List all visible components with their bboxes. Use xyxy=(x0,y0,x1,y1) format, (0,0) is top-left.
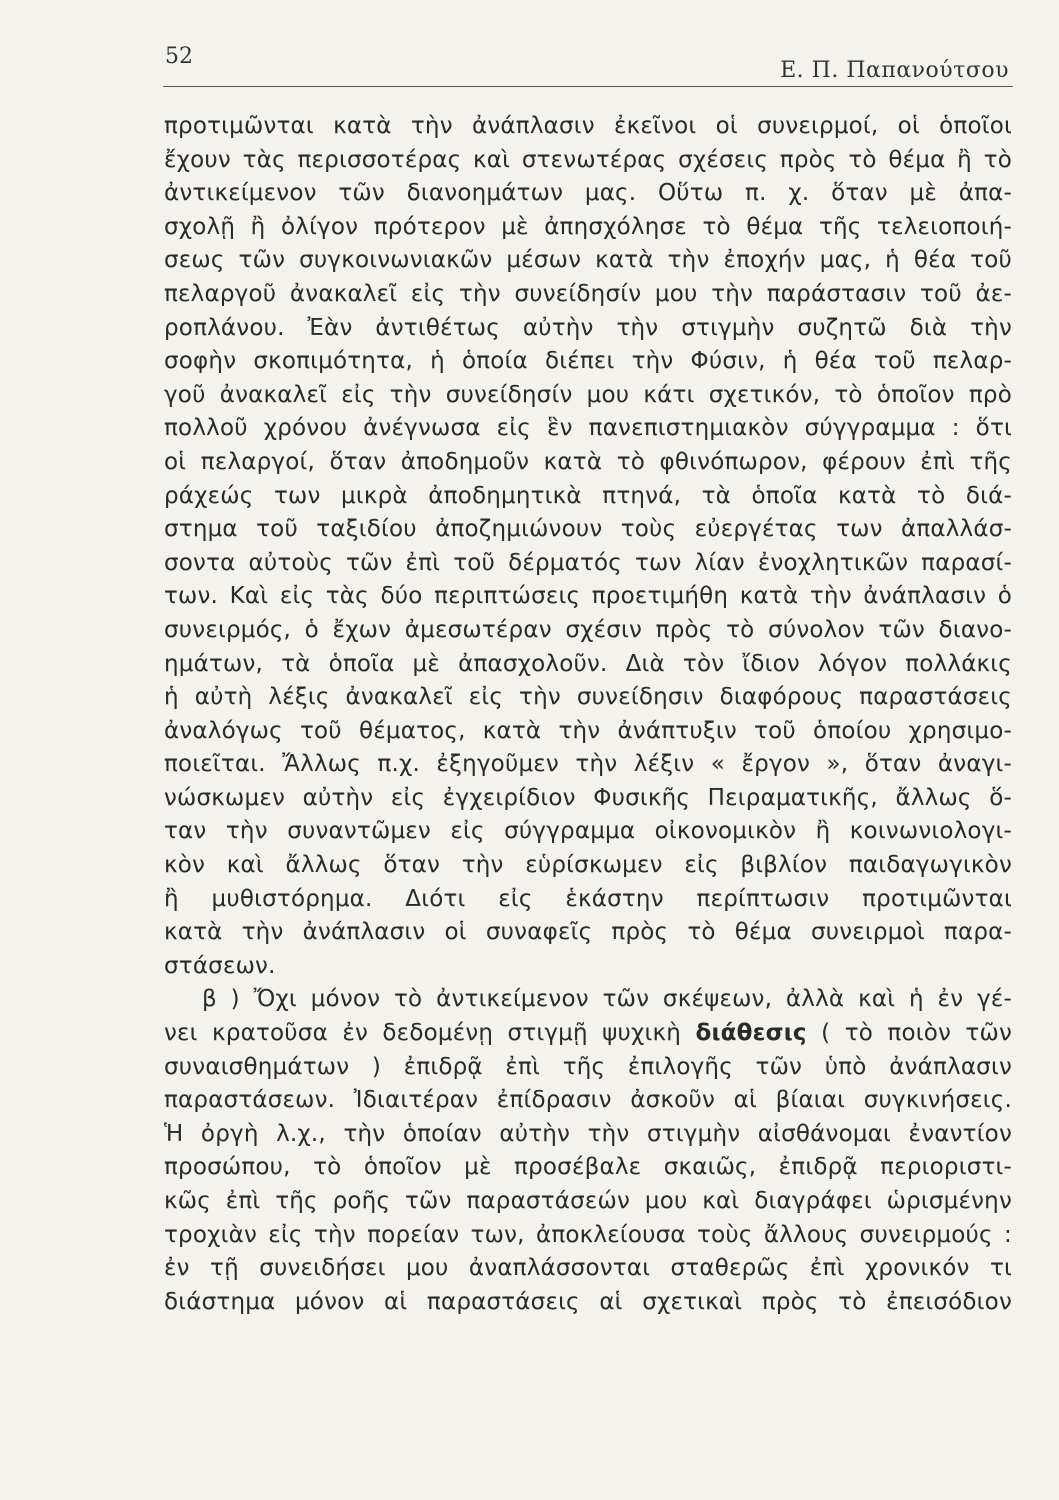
text-line: στημα τοῦ ταξιδίου ἀποζημιώνουν τοὺς εὐεργέτας των ἀπαλλάσ- xyxy=(164,516,1012,543)
text-line: κατὰ τὴν ἀνάπλασιν οἱ συναφεῖς πρὸς τὸ θέμα συνειρμοὶ παρα- xyxy=(164,919,1012,946)
text-line: ράχεώς των μικρὰ ἀποδημητικὰ πτηνά, τὰ ὁποῖα κατὰ τὸ διά- xyxy=(164,482,1012,509)
text-line: ἢ μυθιστόρημα. Διότι εἰς ἑκάστην περίπτωσιν προτιμῶνται xyxy=(164,885,1012,912)
text-line: προτιμῶνται κατὰ τὴν ἀνάπλασιν ἐκεῖνοι οἱ συνειρμοί, οἱ ὁποῖοι xyxy=(164,113,1012,139)
text-line: παραστάσεων. Ἰδιαιτέραν ἐπίδρασιν ἀσκοῦν αἱ βίαιαι συγκινήσεις. xyxy=(164,1087,1012,1114)
text-line: ταν τὴν συναντῶμεν εἰς σύγγραμμα οἰκονομικὸν ἢ κοινωνιολογι- xyxy=(164,818,1012,845)
text-line: ἐν τῇ συνειδήσει μου ἀναπλάσσονται σταθερῶς ἐπὶ χρονικόν τι xyxy=(164,1255,1012,1282)
text-fragment: ( τὸ ποιὸν τῶν xyxy=(806,1020,1012,1047)
text-line: πολλοῦ χρόνου ἀνέγνωσα εἰς ἓν πανεπιστημιακὸν σύγγραμμα : ὅτι xyxy=(164,415,1012,442)
text-line: ἀντικείμενον τῶν διανοημάτων μας. Οὕτω π. χ. ὅταν μὲ ἀπα- xyxy=(164,180,1012,207)
text-line: πελαργοῦ ἀνακαλεῖ εἰς τὴν συνείδησίν μου τὴν παράστασιν τοῦ ἀε- xyxy=(164,280,1012,307)
text-line: στάσεων. xyxy=(164,952,276,979)
text-line: σεως τῶν συγκοινωνιακῶν μέσων κατὰ τὴν ἐποχήν μας, ἡ θέα τοῦ xyxy=(164,247,1012,274)
paragraph-beta-first-line: β ) Ὄχι μόνον τὸ ἀντικείμενον τῶν σκέψεων, ἀλλὰ καὶ ἡ ἐν γέ- xyxy=(202,986,1012,1013)
text-fragment: νει κρατοῦσα ἐν δεδομένῃ στιγμῇ ψυχικὴ xyxy=(164,1020,696,1047)
text-line: γοῦ ἀνακαλεῖ εἰς τὴν συνείδησίν μου κάτι σχετικόν, τὸ ὁποῖον πρὸ xyxy=(164,381,1012,408)
text-line: ἡ αὐτὴ λέξις ἀνακαλεῖ εἰς τὴν συνείδησιν διαφόρους παραστάσεις xyxy=(164,684,1012,711)
text-line: οἱ πελαργοί, ὅταν ἀποδημοῦν κατὰ τὸ φθινόπωρον, φέρουν ἐπὶ τῆς xyxy=(164,448,1012,475)
page-number: 52 xyxy=(165,44,193,69)
text-line: συνειρμός, ὁ ἔχων ἀμεσωτέραν σχέσιν πρὸς τὸ σύνολον τῶν διανο- xyxy=(164,616,1012,643)
body-text xyxy=(164,110,1012,1319)
emphasized-term: διάθεσις xyxy=(695,1020,807,1047)
text-line: προσώπου, τὸ ὁποῖον μὲ προσέβαλε σκαιῶς, ἐπιδρᾷ περιοριστι- xyxy=(164,1154,1012,1181)
text-line: κὸν καὶ ἄλλως ὅταν τὴν εὑρίσκωμεν εἰς βιβλίον παιδαγωγικὸν xyxy=(164,852,1012,879)
text-line: ἔχουν τὰς περισσοτέρας καὶ στενωτέρας σχέσεις πρὸς τὸ θέμα ἢ τὸ xyxy=(164,146,1012,173)
text-line: ἀναλόγως τοῦ θέματος, κατὰ τὴν ἀνάπτυξιν τοῦ ὁποίου χρησιμο- xyxy=(164,717,1012,744)
text-line: Ἡ ὀργὴ λ.χ., τὴν ὁποίαν αὐτὴν τὴν στιγμὴν αἰσθάνομαι ἐναντίον xyxy=(164,1120,1012,1147)
running-head-author: Ε. Π. Παπανούτσου xyxy=(780,58,1009,83)
text-line: σοντα αὐτοὺς τῶν ἐπὶ τοῦ δέρματός των λίαν ἐνοχλητικῶν παρασί- xyxy=(164,549,1012,576)
text-line: σοφὴν σκοπιμότητα, ἡ ὁποία διέπει τὴν Φύσιν, ἡ θέα τοῦ πελαρ- xyxy=(164,348,1012,375)
text-line: των. Καὶ εἰς τὰς δύο περιπτώσεις προετιμήθη κατὰ τὴν ἀνάπλασιν ὁ xyxy=(164,583,1012,610)
text-line: σχολῇ ἢ ὀλίγον πρότερον μὲ ἀπησχόλησε τὸ θέμα τῆς τελειοποιή- xyxy=(164,213,1012,240)
page-header xyxy=(163,44,1013,87)
text-line: διάστημα μόνον αἱ παραστάσεις αἱ σχετικαὶ πρὸς τὸ ἐπεισόδιον xyxy=(164,1288,1012,1315)
text-line: ημάτων, τὰ ὁποῖα μὲ ἀπασχολοῦν. Διὰ τὸν ἴδιον λόγον πολλάκις xyxy=(164,650,1012,677)
text-line: νώσκωμεν αὐτὴν εἰς ἐγχειρίδιον Φυσικῆς Πειραματικῆς, ἄλλως ὅ- xyxy=(164,784,1012,811)
text-line: ροπλάνου. Ἐὰν ἀντιθέτως αὐτὴν τὴν στιγμὴν συζητῶ διὰ τὴν xyxy=(164,314,1012,341)
text-line: συναισθημάτων ) ἐπιδρᾷ ἐπὶ τῆς ἐπιλογῆς τῶν ὑπὸ ἀνάπλασιν xyxy=(164,1053,1012,1080)
text-line: ποιεῖται. Ἄλλως π.χ. ἐξηγοῦμεν τὴν λέξιν « ἔργον », ὅταν ἀναγι- xyxy=(164,751,1012,778)
text-line: τροχιὰν εἰς τὴν πορείαν των, ἀποκλείουσα τοὺς ἄλλους συνειρμούς : xyxy=(164,1221,1012,1248)
text-line xyxy=(164,1017,1012,1051)
text-line: κῶς ἐπὶ τῆς ροῆς τῶν παραστάσεών μου καὶ διαγράφει ὡρισμένην xyxy=(164,1188,1012,1214)
